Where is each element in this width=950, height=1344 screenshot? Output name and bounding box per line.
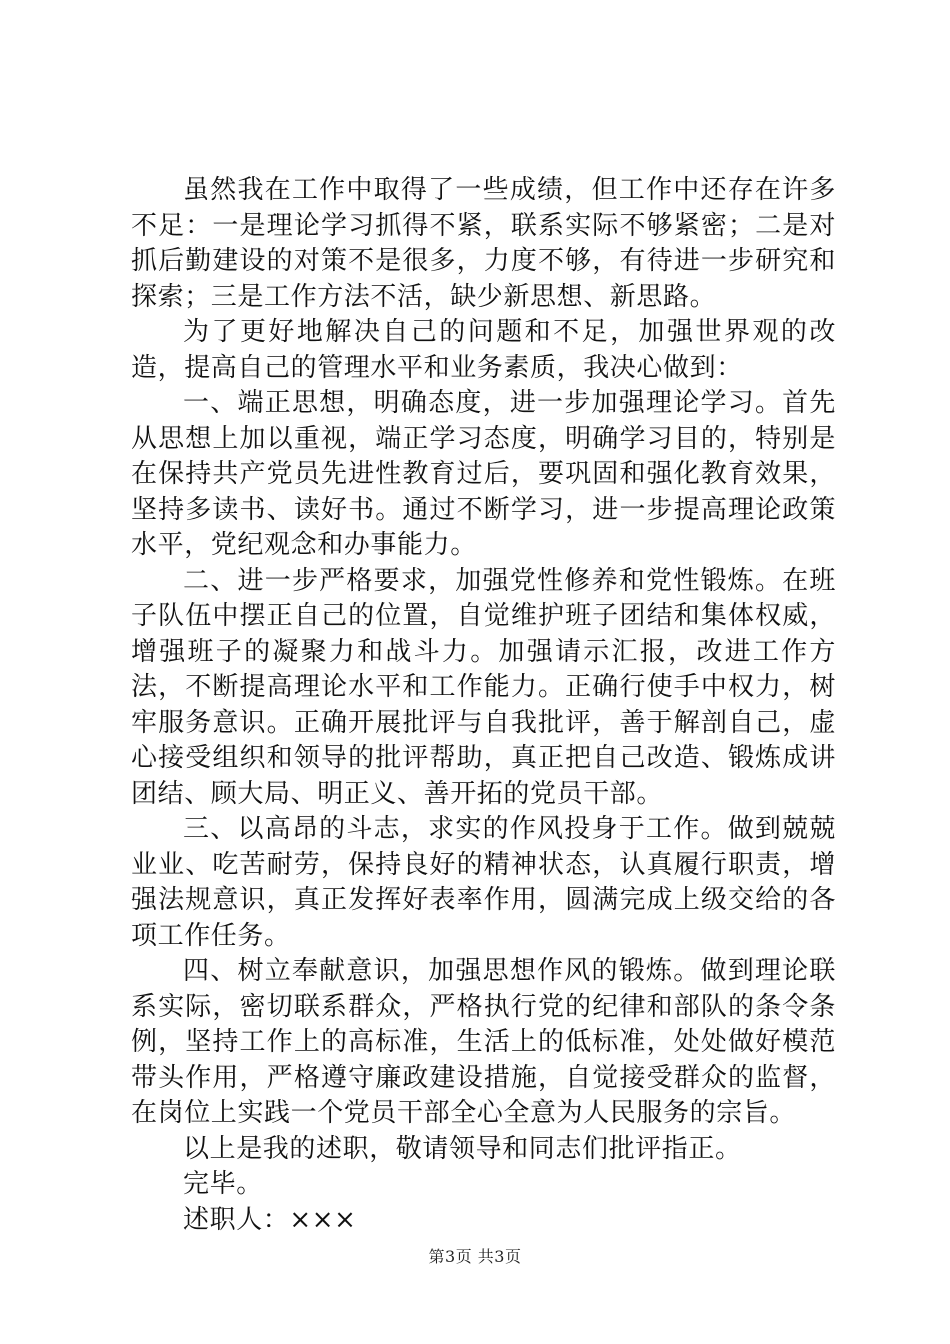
paragraph-resolution-intro: 为了更好地解决自己的问题和不足，加强世界观的改造，提高自己的管理水平和业务素质，我决心做到： <box>131 317 836 383</box>
paragraph-shortcomings: 虽然我在工作中取得了一些成绩，但工作中还存在许多不足：一是理论学习抓得不紧，联系实际不够紧密；二是对抓后勤建设的对策不是很多，力度不够，有待进一步研究和探索；三是工作方法不活，缺少新思想、新思路。 <box>131 175 836 312</box>
end-mark: 完毕。 <box>183 1169 263 1199</box>
paragraph-point-four: 四、树立奉献意识，加强思想作风的锻炼。做到理论联系实际，密切联系群众，严格执行党的纪律和部队的条令条例，坚持工作上的高标准，生活上的低标准，处处做好模范带头作用，严格遵守廉政建设措施，自觉接受群众的监督，在岗位上实践一个党员干部全心全意为人民服务的宗旨。 <box>131 956 836 1128</box>
page-number-footer: 第3页 共3页 <box>428 1247 522 1266</box>
document-body <box>131 173 836 1238</box>
paragraph-point-three: 三、以高昂的斗志，求实的作风投身于工作。做到兢兢业业、吃苦耐劳，保持良好的精神状态，认真履行职责，增强法规意识，真正发挥好表率作用，圆满完成上级交给的各项工作任务。 <box>131 814 836 951</box>
closing-remark: 以上是我的述职，敬请领导和同志们批评指正。 <box>183 1133 742 1164</box>
signature-line: 述职人：××× <box>183 1204 357 1235</box>
paragraph-point-one: 一、端正思想，明确态度，进一步加强理论学习。首先从思想上加以重视，端正学习态度，明确学习目的，特别是在保持共产党员先进性教育过后，要巩固和强化教育效果，坚持多读书、读好书。通过不断学习，进一步提高理论政策水平，党纪观念和办事能力。 <box>131 388 836 560</box>
paragraph-point-two: 二、进一步严格要求，加强党性修养和党性锻炼。在班子队伍中摆正自己的位置，自觉维护班子团结和集体权威，增强班子的凝聚力和战斗力。加强请示汇报，改进工作方法，不断提高理论水平和工作能力。正确行使手中权力，树牢服务意识。正确开展批评与自我批评，善于解剖自己，虚心接受组织和领导的批评帮助，真正把自己改造、锻炼成讲团结、顾大局、明正义、善开拓的党员干部。 <box>131 565 836 809</box>
